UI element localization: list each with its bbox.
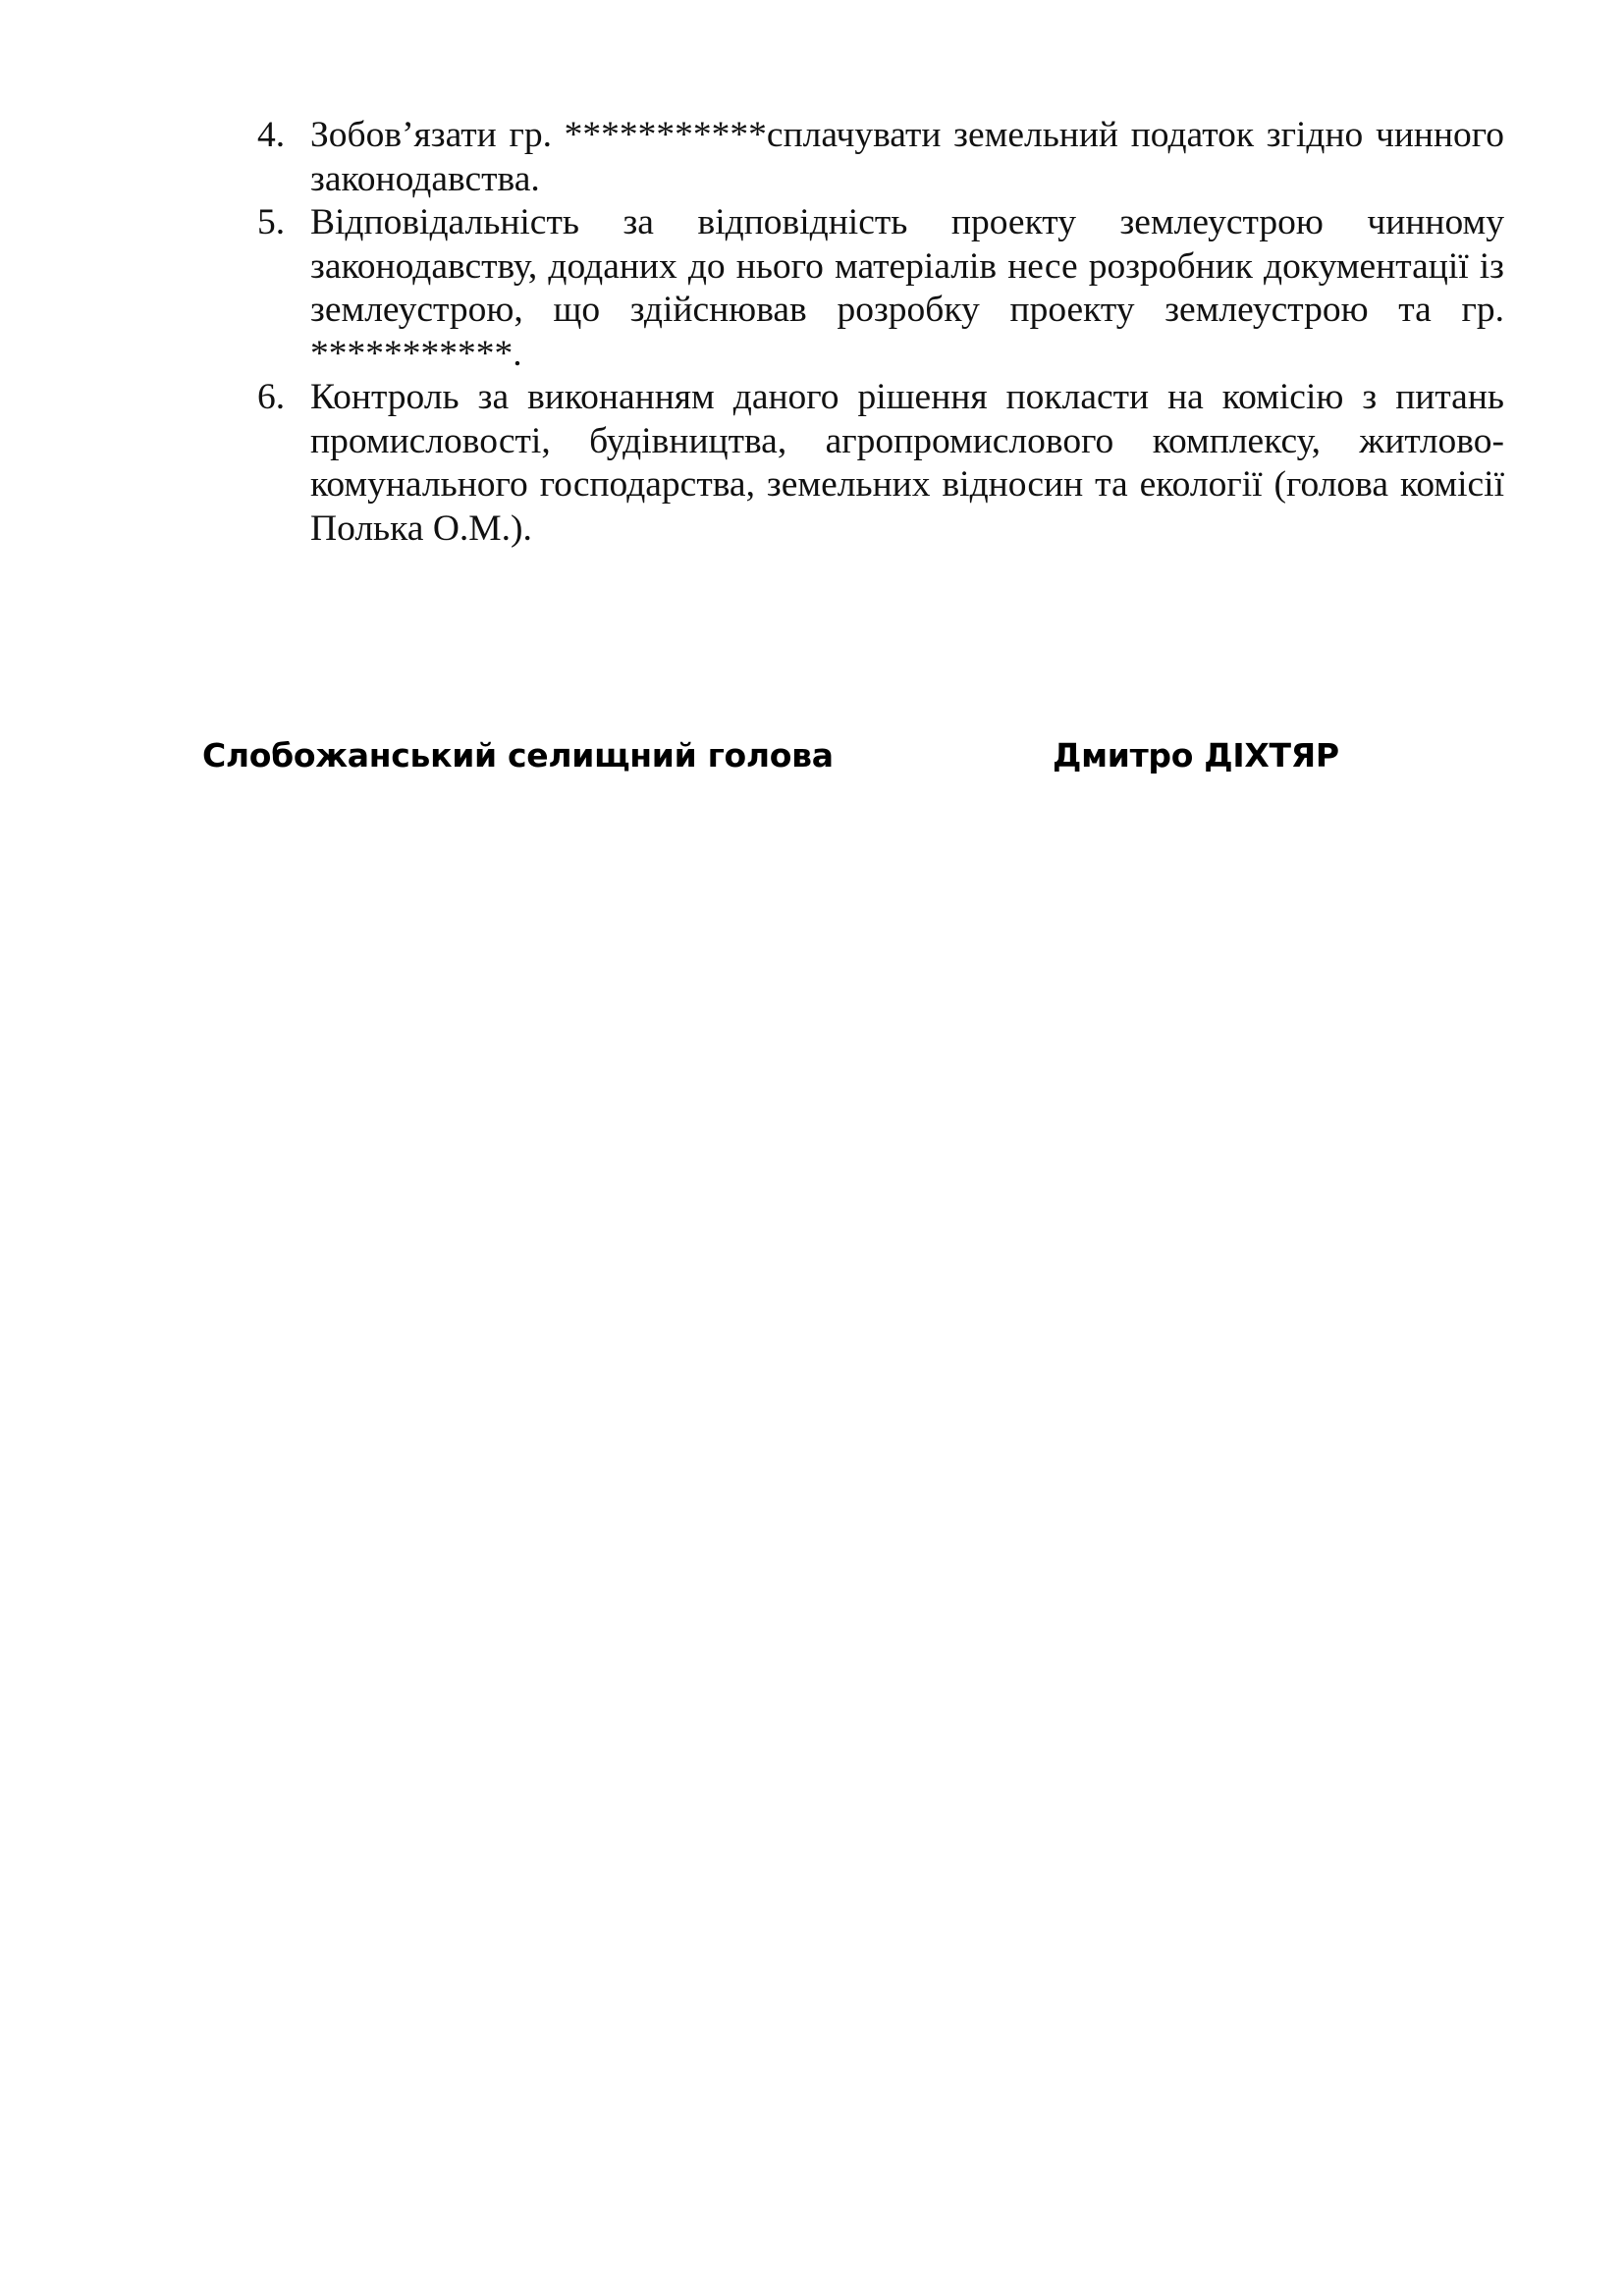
item-text: Контроль за виконанням даного рішення покласти на комісію з питань промисловості, будівництва, агропромислового комплексу, житлово-комунального господарства, земельних відносин та екології (голова комісії Полька О.М.). xyxy=(310,377,1504,549)
item-number: 6. xyxy=(257,377,286,417)
item-number: 4. xyxy=(257,115,286,155)
item-text: Відповідальність за відповідність проекту землеустрою чинному законодавству, доданих до нього матеріалів несе розробник документації із землеустрою, що здійснював розробку проекту землеустрою та гр. ***********. xyxy=(310,202,1504,374)
list-item-5 xyxy=(247,201,1504,376)
list-item-4 xyxy=(247,114,1504,201)
signature-title: Слобожанський селищний голова xyxy=(202,736,834,774)
item-number: 5. xyxy=(257,202,286,242)
signature-name: Дмитро ДІХТЯР xyxy=(1053,736,1339,774)
list-item-6 xyxy=(247,376,1504,551)
decision-list xyxy=(247,114,1504,551)
item-text: Зобов’язати гр. ***********сплачувати земельний податок згідно чинного законодавства. xyxy=(310,115,1504,199)
